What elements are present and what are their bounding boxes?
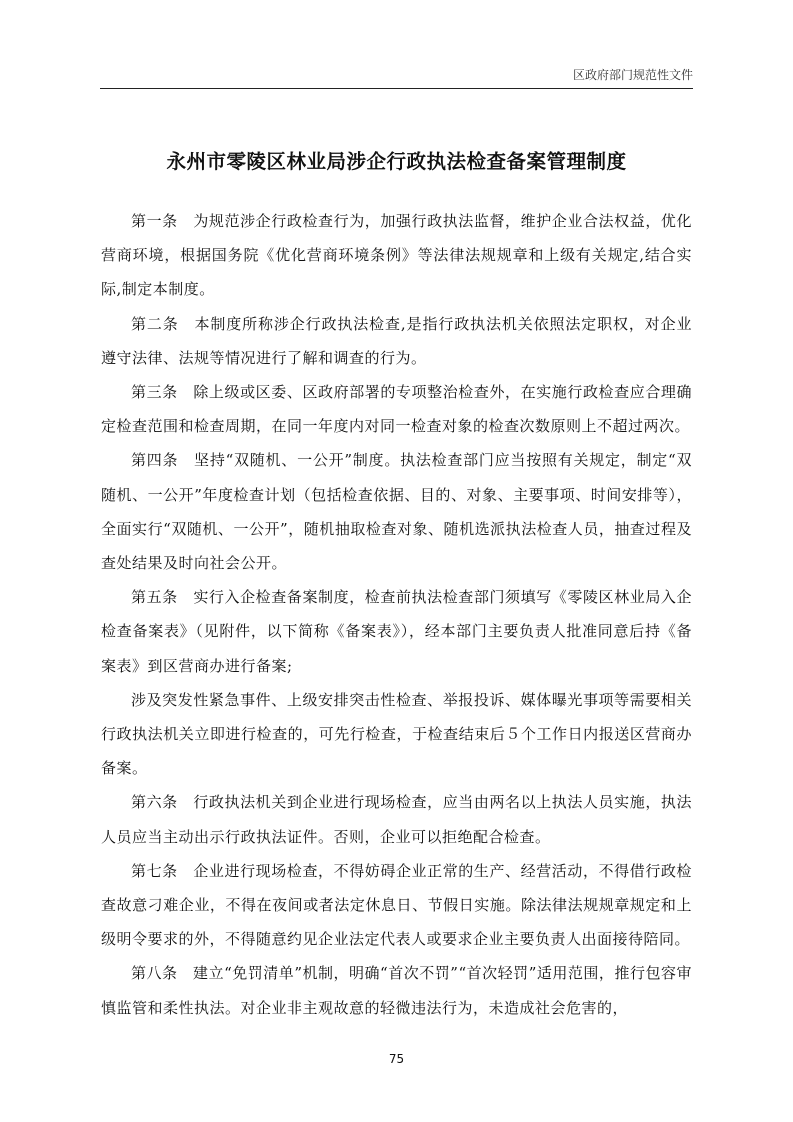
running-header: 区政府部门规范性文件	[572, 68, 693, 82]
article-7: 第七条 企业进行现场检查，不得妨碍企业正常的生产、经营活动，不得借行政检查故意刁难企业，不得在夜间或者法定休息日、节假日实施。除法律法规规章规定和上级明令要求的外，不得随意约见企业法定代表人或要求企业主要负责人出面接待陪同。	[101, 861, 692, 949]
article-4: 第四条 坚持“双随机、一公开”制度。执法检查部门应当按照有关规定，制定“双随机、一公开”年度检查计划（包括检查依据、目的、对象、主要事项、时间安排等），全面实行“双随机、一公开”，随机抽取检查对象、随机选派执法检查人员，抽查过程及查处结果及时向社会公开。	[101, 451, 692, 573]
article-5: 第五条 实行入企检查备案制度，检查前执法检查部门须填写《零陵区林业局入企检查备案表》（见附件，以下简称《备案表》），经本部门主要负责人批准同意后持《备案表》到区营商办进行备案;	[101, 588, 692, 675]
document-title: 永州市零陵区林业局涉企行政执法检查备案管理制度	[166, 150, 627, 173]
article-1: 第一条 为规范涉企行政检查行为，加强行政执法监督，维护企业合法权益，优化营商环境，根据国务院《优化营商环境条例》等法律法规规章和上级有关规定,结合实际,制定本制度。	[101, 212, 692, 299]
document-body	[101, 204, 692, 1025]
article-6: 第六条 行政执法机关到企业进行现场检查，应当由两名以上执法人员实施，执法人员应当主动出示行政执法证件。否则，企业可以拒绝配合检查。	[101, 793, 692, 846]
article-2: 第二条 本制度所称涉企行政执法检查,是指行政执法机关依照法定职权，对企业遵守法律、法规等情况进行了解和调查的行为。	[101, 314, 692, 367]
header-divider	[100, 88, 693, 89]
article-8: 第八条 建立“免罚清单”机制，明确“首次不罚”“首次轻罚”适用范围，推行包容审慎监管和柔性执法。对企业非主观故意的轻微违法行为，未造成社会危害的，	[101, 964, 692, 1017]
page-number: 75	[388, 1052, 405, 1066]
article-5-supplement: 涉及突发性紧急事件、上级安排突击性检查、举报投诉、媒体曝光事项等需要相关行政执法机关立即进行检查的，可先行检查，于检查结束后５个工作日内报送区营商办备案。	[101, 690, 692, 778]
article-3: 第三条 除上级或区委、区政府部署的专项整治检查外，在实施行政检查应合理确定检查范围和检查周期，在同一年度内对同一检查对象的检查次数原则上不超过两次。	[101, 383, 692, 436]
